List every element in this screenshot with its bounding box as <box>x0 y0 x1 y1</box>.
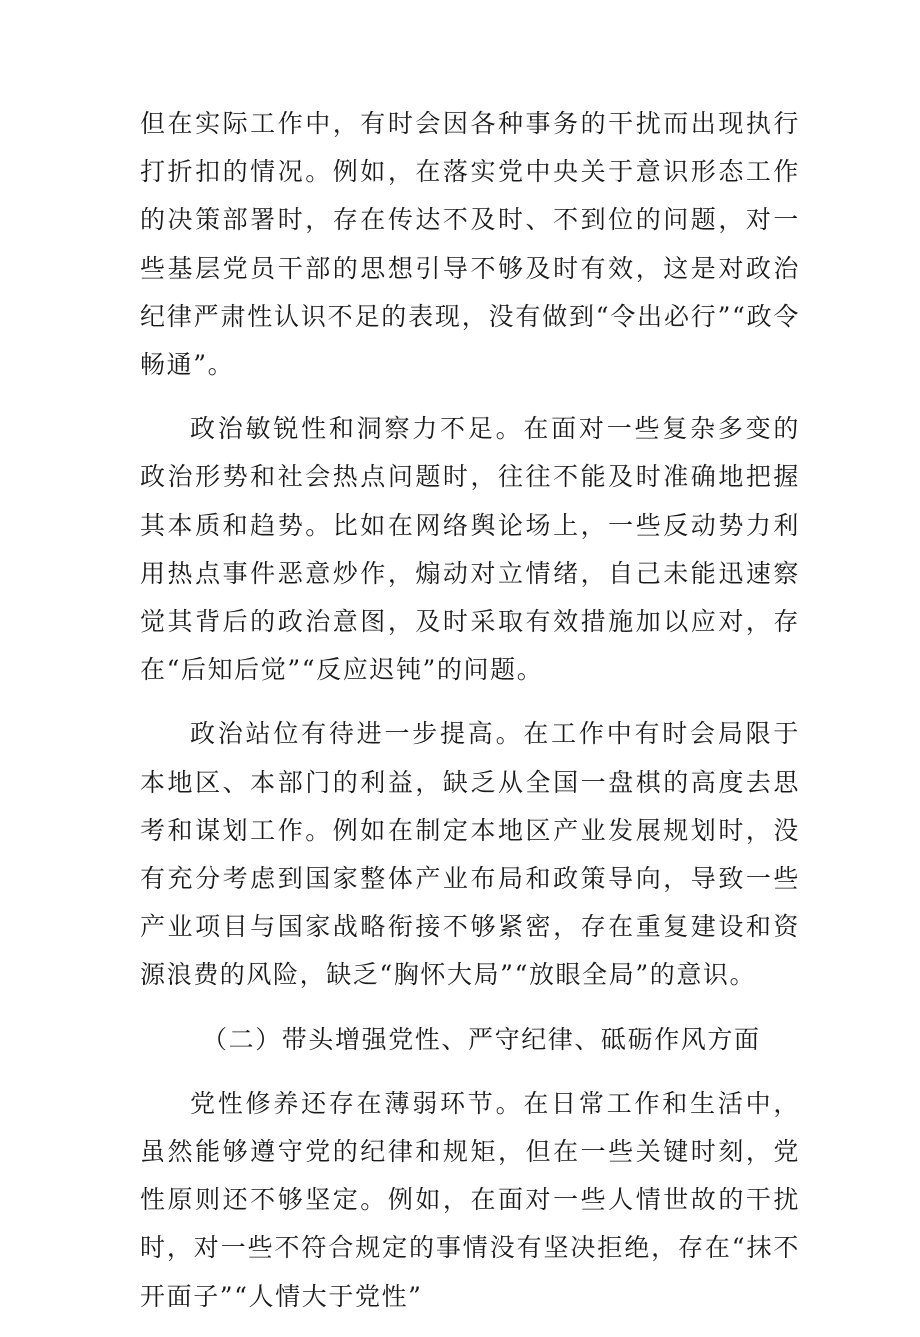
document-page <box>140 100 800 1337</box>
body-paragraph: 但在实际工作中，有时会因各种事务的干扰而出现执行打折扣的情况。例如，在落实党中央关于意识形态工作的决策部署时，存在传达不及时、不到位的问题，对一些基层党员干部的思想引导不够及时有效，这是对政治纪律严肃性认识不足的表现，没有做到“令出必行”“政令畅通”。 <box>140 109 800 380</box>
body-paragraph: 党性修养还存在薄弱环节。在日常工作和生活中，虽然能够遵守党的纪律和规矩，但在一些关键时刻，党性原则还不够坚定。例如，在面对一些人情世故的干扰时，对一些不符合规定的事情没有坚决拒绝，存在“抹不开面子”“人情大于党性” <box>140 1088 800 1311</box>
body-paragraph: 政治敏锐性和洞察力不足。在面对一些复杂多变的政治形势和社会热点问题时，往往不能及时准确地把握其本质和趋势。比如在网络舆论场上，一些反动势力利用热点事件恶意炒作，煽动对立情绪，自己未能迅速察觉其背后的政治意图，及时采取有效措施加以应对，存在“后知后觉”“反应迟钝”的问题。 <box>140 414 800 685</box>
section-heading: （二）带头增强党性、严守纪律、砥砺作风方面 <box>202 1024 761 1054</box>
body-paragraph: 政治站位有待进一步提高。在工作中有时会局限于本地区、本部门的利益，缺乏从全国一盘棋的高度去思考和谋划工作。例如在制定本地区产业发展规划时，没有充分考虑到国家整体产业布局和政策导向，导致一些产业项目与国家战略衔接不够紧密，存在重复建设和资源浪费的风险，缺乏“胸怀大局”“放眼全局”的意识。 <box>140 719 800 990</box>
